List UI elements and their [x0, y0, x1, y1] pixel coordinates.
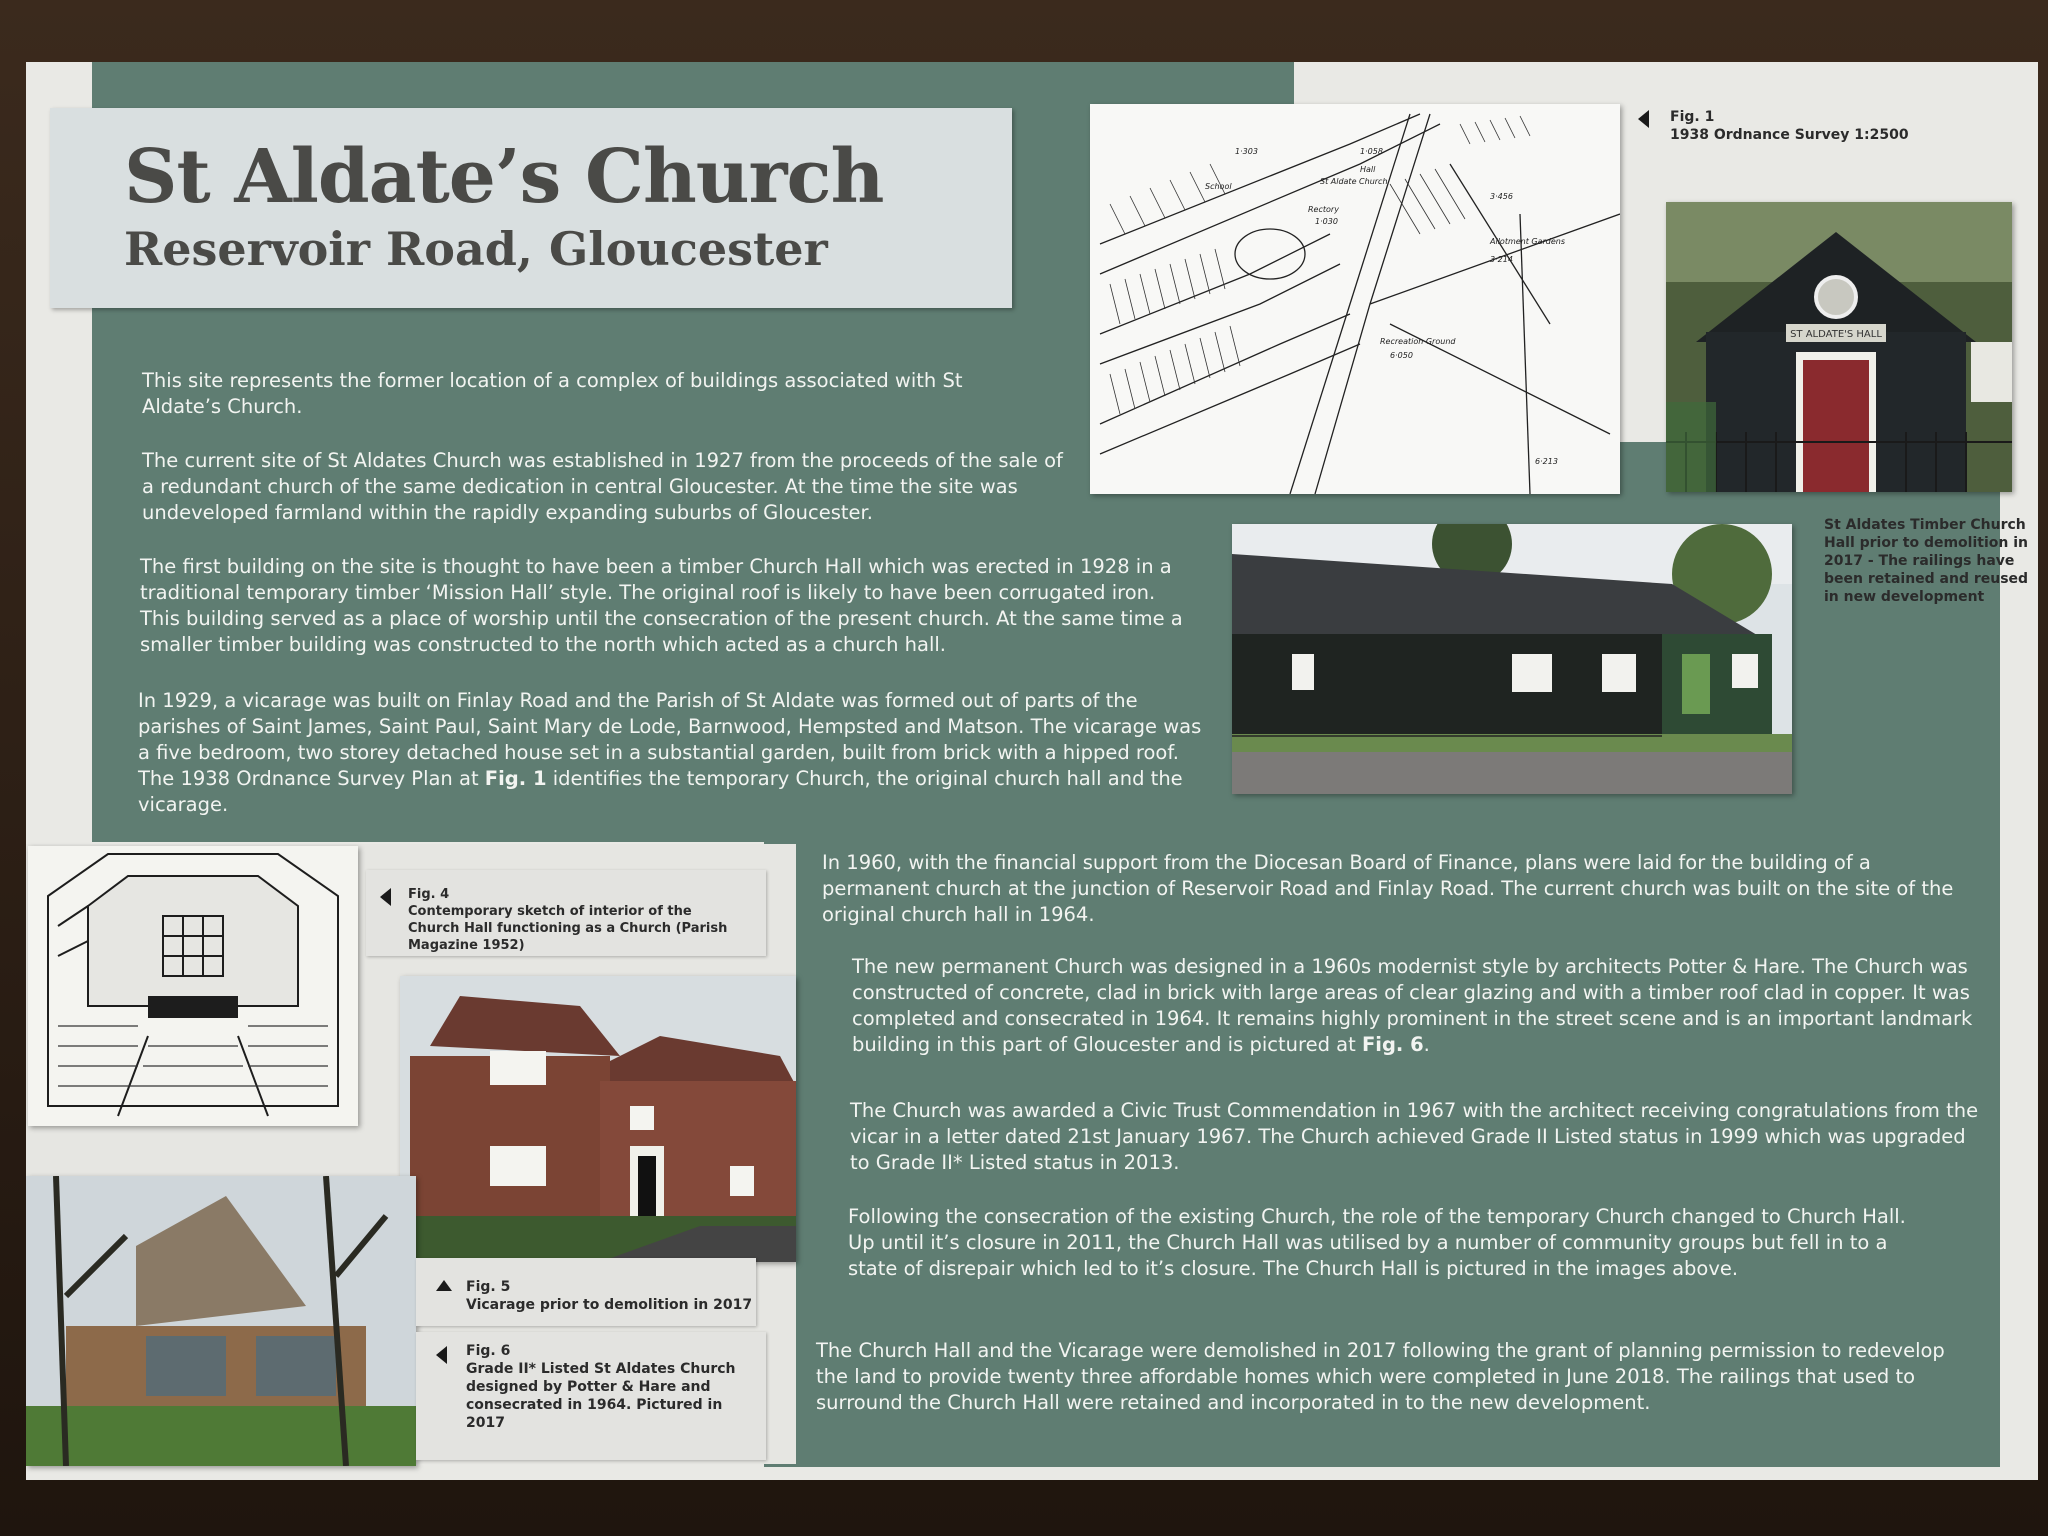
map-label-hall: Hall	[1360, 165, 1376, 174]
caption-arrow-fig1	[1638, 110, 1649, 128]
map-label-recreation-ground: Recreation Ground	[1380, 337, 1456, 346]
map-label-rectory: Rectory	[1308, 205, 1339, 214]
paragraph-1960-plans: In 1960, with the financial support from the Diocesan Board of Finance, plans were laid for the building of a permanent church at the junction of Reservoir Road and Finlay Road. The current church was built on the site of the original church hall in 1964.	[822, 851, 1954, 926]
paragraph-church-hall: Following the consecration of the existing Church, the role of the temporary Church changed to Church Hall. Up until it’s closure in 2011, the Church Hall was utilised by a number of community groups but fell in to a state of disrepair which led to it’s closure. The Church Hall is pictured in the images above.	[848, 1205, 1906, 1280]
fig1-reference: Fig. 1	[484, 767, 547, 790]
map-label-area-2: 1·058	[1360, 147, 1383, 156]
paragraph-modernist-text-b: .	[1423, 1033, 1430, 1056]
map-label-allotments: Allotment Gardens	[1490, 237, 1566, 246]
interpretation-board	[26, 62, 2038, 1480]
caption-arrow-fig6	[436, 1346, 447, 1364]
paragraph-demolition: The Church Hall and the Vicarage were demolished in 2017 following the grant of planning permission to redevelop the land to provide twenty three affordable homes which were completed in June 2018. The railings that used to surround the Church Hall were retained and incorporated in to the new development.	[816, 1339, 1945, 1414]
caption-fig4-text: Contemporary sketch of interior of the Church Hall functioning as a Church (Parish Magazine 1952)	[408, 904, 728, 953]
caption-timber-hall: St Aldates Timber Church Hall prior to demolition in 2017 - The railings have been retained and reused in new development	[1824, 517, 2029, 605]
map-label-area-4: 3·456	[1490, 192, 1513, 201]
caption-fig6-label: Fig. 6	[466, 1343, 511, 1359]
photo-church-fig6	[26, 1176, 416, 1466]
map-fig1	[1090, 104, 1620, 494]
caption-fig4-label: Fig. 4	[408, 887, 450, 902]
photo-timber-hall-front	[1666, 202, 2012, 492]
paragraph-vicarage	[138, 688, 1208, 818]
caption-fig5	[466, 1278, 756, 1314]
map-label-area-6: 6·050	[1390, 351, 1413, 360]
board-title: St Aldate’s Church	[124, 134, 884, 220]
caption-fig6	[466, 1342, 756, 1432]
paragraph-vicarage-text-a: In 1929, a vicarage was built on Finlay Road and the Parish of St Aldate was formed out of parts of the parishes of Saint James, Saint Paul, Saint Mary de Lode, Barnwood, Hempsted and Matson. The vicarage was a five bedroom, two storey detached house set in a substantial garden, built from brick with a hipped roof. The 1938 Ordnance Survey Plan at	[138, 689, 1202, 790]
map-label-area-3: 1·030	[1315, 217, 1338, 226]
caption-fig5-label: Fig. 5	[466, 1279, 511, 1295]
caption-fig5-text: Vicarage prior to demolition in 2017	[466, 1297, 753, 1313]
caption-fig1-text: 1938 Ordnance Survey 1:2500	[1670, 127, 1909, 143]
board-subtitle: Reservoir Road, Gloucester	[124, 222, 828, 276]
paragraph-site-history: The current site of St Aldates Church was established in 1927 from the proceeds of the sale of a redundant church of the same dedication in central Gloucester. At the time the site was undeveloped farmland within the rapidly expanding suburbs of Gloucester.	[142, 449, 1063, 524]
ordnance-survey-map	[1090, 104, 1620, 494]
map-label-school: School	[1205, 182, 1232, 191]
caption-arrow-fig5	[436, 1280, 452, 1291]
photo-timber-hall-side	[1232, 524, 1792, 794]
paragraph-first-building: The first building on the site is thought to have been a timber Church Hall which was erected in 1928 in a traditional temporary timber ‘Mission Hall’ style. The original roof is likely to have been corrugated iron. This building served as a place of worship until the consecration of the present church. At the same time a smaller timber building was constructed to the north which acted as a church hall.	[140, 555, 1183, 656]
paragraph-intro: This site represents the former location of a complex of buildings associated with St Aldate’s Church.	[142, 369, 963, 418]
caption-fig6-text: Grade II* Listed St Aldates Church designed by Potter & Hare and consecrated in 1964. Pictured in 2017	[466, 1361, 736, 1431]
fig6-reference: Fig. 6	[1361, 1033, 1424, 1056]
photo-vicarage-fig5	[400, 976, 796, 1262]
paragraph-vicarage-text-b: identifies the temporary Church, the original church hall and the vicarage.	[138, 767, 1183, 816]
caption-arrow-fig4	[380, 888, 391, 906]
paragraph-modernist-text-a: The new permanent Church was designed in a 1960s modernist style by architects Potter & Hare. The Church was constructed of concrete, clad in brick with large areas of clear glazing and with a timber roof clad in copper. It was completed and consecrated in 1964. It remains highly prominent in the street scene and is an important landmark building in this part of Gloucester and is pictured at	[852, 955, 1973, 1056]
map-label-church: St Aldate Church	[1320, 177, 1388, 186]
map-label-area-1: 1·303	[1235, 147, 1258, 156]
sketch-fig4	[28, 846, 358, 1126]
caption-fig1-label: Fig. 1	[1670, 109, 1715, 125]
paragraph-listing: The Church was awarded a Civic Trust Commendation in 1967 with the architect receiving congratulations from the vicar in a letter dated 21st January 1967. The Church achieved Grade II Listed status in 1999 which was upgraded to Grade II* Listed status in 2013.	[850, 1099, 1979, 1174]
caption-fig1	[1670, 108, 1930, 144]
map-label-area-7: 6·213	[1535, 457, 1558, 466]
map-label-area-5: 3·214	[1490, 255, 1513, 264]
paragraph-modernist-church	[852, 954, 1982, 1058]
hall-sign-text: ST ALDATE'S HALL	[1790, 329, 1882, 340]
caption-fig4	[408, 886, 728, 954]
